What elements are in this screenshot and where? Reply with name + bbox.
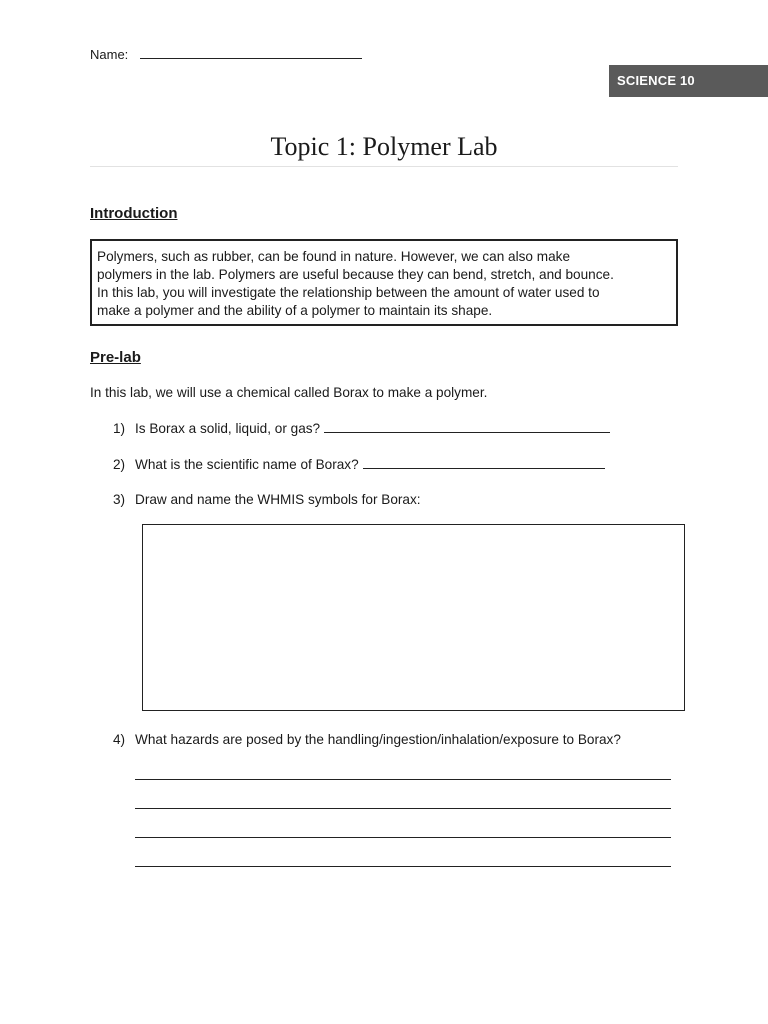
course-badge: SCIENCE 10 — [609, 65, 768, 97]
question-text: Is Borax a solid, liquid, or gas? — [135, 421, 321, 436]
question-text: What hazards are posed by the handling/ingestion/inhalation/exposure to Borax? — [135, 732, 621, 747]
introduction-heading: Introduction — [90, 205, 178, 222]
question-number: 4) — [113, 732, 126, 747]
question-number: 2) — [113, 457, 126, 472]
whmis-drawing-box[interactable] — [142, 524, 685, 711]
question-number: 1) — [113, 421, 126, 436]
answer-line[interactable] — [135, 866, 671, 867]
introduction-box — [90, 239, 678, 326]
answer-line[interactable] — [135, 779, 671, 780]
answer-blank[interactable] — [324, 421, 610, 433]
answer-line[interactable] — [135, 808, 671, 809]
answer-line[interactable] — [135, 837, 671, 838]
introduction-line: polymers in the lab. Polymers are useful because they can bend, stretch, and bounce. — [97, 267, 614, 282]
question-text: What is the scientific name of Borax? — [135, 457, 359, 472]
page-title: Topic 1: Polymer Lab — [270, 132, 498, 161]
introduction-line: In this lab, you will investigate the relationship between the amount of water used to — [97, 285, 600, 300]
name-answer-line[interactable] — [140, 46, 362, 59]
title-divider — [90, 166, 678, 167]
answer-blank[interactable] — [363, 457, 605, 469]
question-number: 3) — [113, 492, 126, 507]
introduction-line: Polymers, such as rubber, can be found in nature. However, we can also make — [97, 249, 571, 264]
name-label: Name: — [90, 47, 129, 62]
prelab-heading: Pre-lab — [90, 349, 141, 366]
question-text: Draw and name the WHMIS symbols for Borax: — [135, 492, 421, 507]
name-row — [90, 46, 362, 62]
prelab-intro: In this lab, we will use a chemical called Borax to make a polymer. — [90, 385, 488, 400]
introduction-line: make a polymer and the ability of a polymer to maintain its shape. — [97, 303, 493, 318]
